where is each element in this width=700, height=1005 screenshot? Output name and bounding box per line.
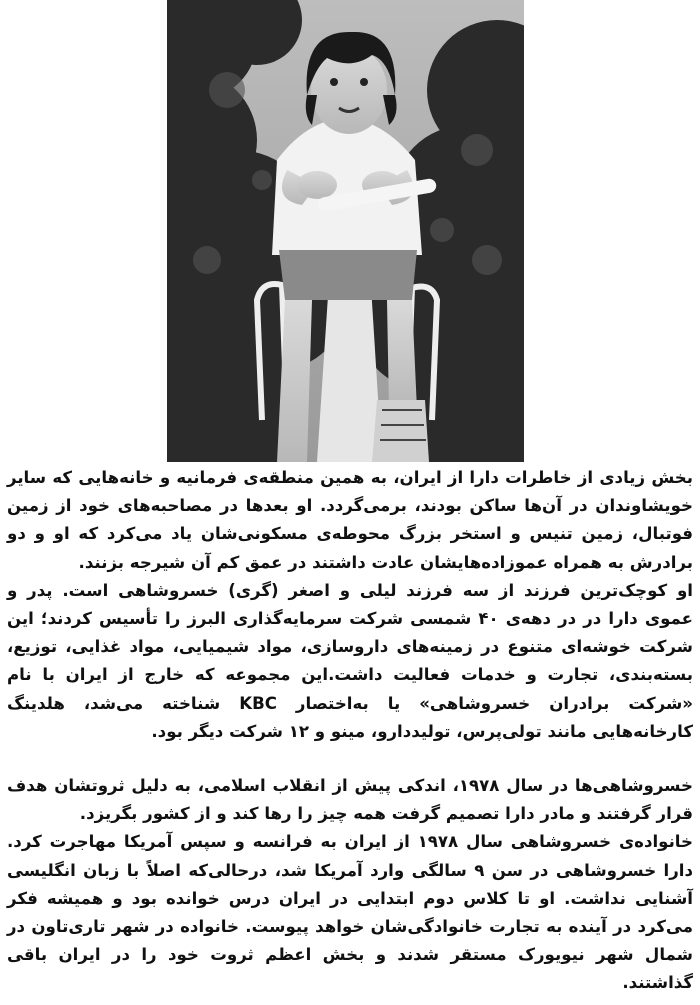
paragraph-spacer [7,746,693,772]
paragraph-family-background: او کوچک‌ترین فرزند از سه فرزند لیلی و اصغر (گری) خسروشاهی است. پدر و عموی دارا در در دهه‌ی ۴۰ شمسی شرکت سرمایه‌گذاری البرز را تأسیس کردند؛ این شرکت خوشه‌ای متنوع در زمینه‌های داروسازی، مواد شیمیایی، مواد غذایی، توزیع، بسته‌بندی، تجارت و خدمات فعالیت داشت.این مجموعه که خارج از ایران با نام «شرکت برادران خسروشاهی» یا به‌اختصار KBC شناخته می‌شد، هلدینگ کارخانه‌هایی مانند تولی‌پرس، تولیددارو، مینو و ۱۲ شرکت دیگر بود. [7,580,693,741]
article-body [7,464,693,998]
paragraph-emigration: خانواده‌ی خسروشاهی سال ۱۹۷۸ از ایران به فرانسه و سپس آمریکا مهاجرت کرد. دارا خسروشاهی در سن ۹ سالگی وارد آمریکا شد، درحالی‌که اصلاً با زبان انگلیسی آشنایی نداشت. او تا کلاس دوم ابتدایی در ایران درس خوانده بود و همیشه فکر می‌کرد در آینده به تجارت خانوادگی‌شان خواهد پیوست. خانواده در شهر تاری‌تاون در شمال شهر نیویورک مستقر شدند و بخش اعظم ثروت خود را در ایران باقی گذاشتند. [7,832,693,993]
paragraph-revolution: خسروشاهی‌ها در سال ۱۹۷۸، اندکی پیش از انقلاب اسلامی، به دلیل ثروتشان هدف قرار گرفتند و مادر دارا تصمیم گرفت همه چیز را رها کند و از کشور بگریزد. [7,776,693,824]
child-seesaw-photo [167,0,524,462]
paragraph-childhood-memories: بخش زیادی از خاطرات دارا از ایران، به همین منطقه‌ی فرمانیه و خانه‌هایی که سایر خویشاوندان در آن‌ها ساکن بودند، برمی‌گردد. او بعدها در مصاحبه‌های خود از زمین فوتبال، زمین تنیس و استخر بزرگ محوطه‌ی مسکونی‌شان یاد می‌کرد که او و دو برادرش به همراه عموزاده‌هایشان عادت داشتند در عمق کم آن شیرجه بزنند. [7,468,693,572]
